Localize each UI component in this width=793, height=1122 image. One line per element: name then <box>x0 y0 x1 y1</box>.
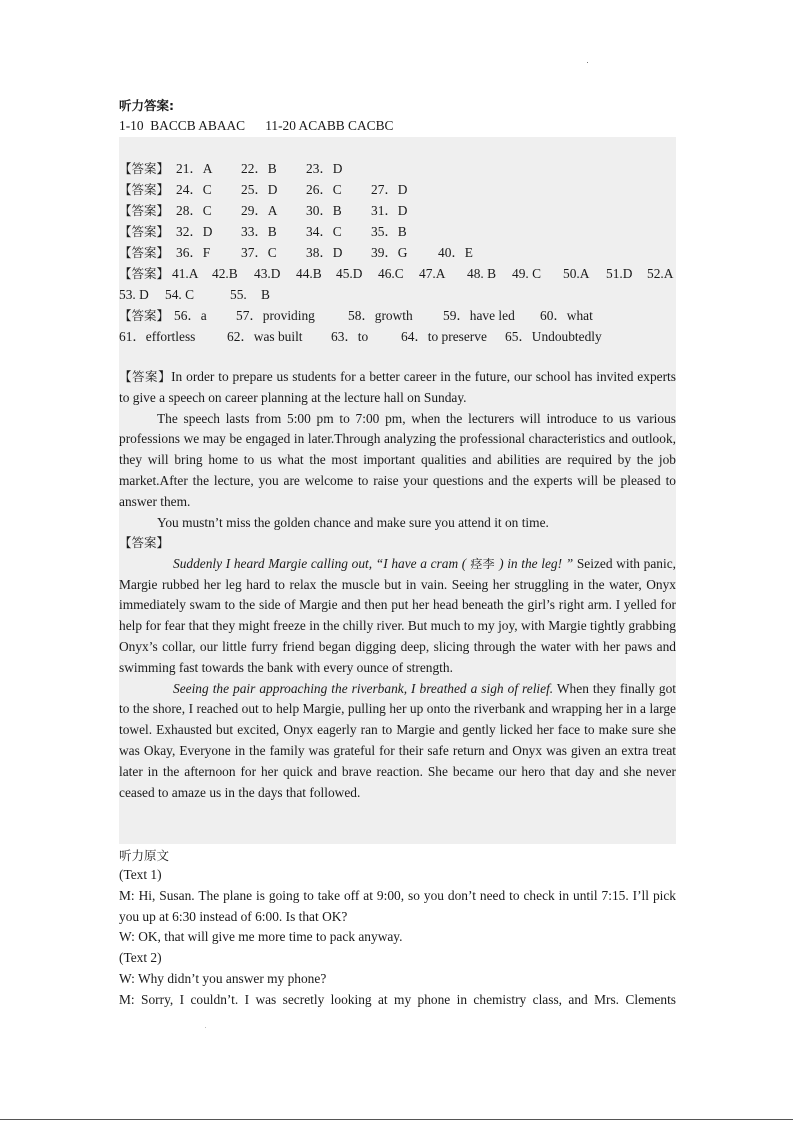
answer-item: 36．F <box>176 245 211 260</box>
transcript-title: 听力原文 <box>119 848 170 863</box>
answer-item: 60．what <box>540 308 593 323</box>
answer-item: 62．was built <box>227 329 303 344</box>
scan-speck <box>205 1027 206 1028</box>
answer-row-21-23 <box>119 160 676 178</box>
answer-item: 23．D <box>306 161 343 176</box>
essay-paragraph: You mustn’t miss the golden chance and make sure you attend it on time. <box>157 514 549 530</box>
answer-item: 37．C <box>241 245 277 260</box>
story-paragraph <box>119 679 676 804</box>
listening-answers-line: 1-10 BACCB ABAAC 11-20 ACABB CACBC <box>119 118 394 133</box>
transcript-label: (Text 2) <box>119 950 162 966</box>
answer-item: 57．providing <box>236 308 315 323</box>
answer-item: 35．B <box>371 224 407 239</box>
answer-item: 53. D <box>119 287 149 302</box>
answer-item: 49. C <box>512 266 542 281</box>
answer-tag: 【答案】 <box>119 203 170 218</box>
answer-item: 63．to <box>331 329 369 344</box>
answer-item: 52.A <box>647 266 674 281</box>
answer-row-53-55 <box>119 286 676 304</box>
answer-tag: 【答案】 <box>119 308 170 323</box>
transcript-label: (Text 1) <box>119 867 162 882</box>
story-text: When they finally got to the shore, I reached out to help Margie, pulling her up onto the riverbank and wrapping her in a large towel. Exhausted but excited, Onyx eagerly ran to Margie and gently licked her face to make sure she was Okay, Everyone in the family was grateful for their safe return and Onyx was given an extra treat later in the afternoon for her quick and brave reaction. She became our hero that day and she never ceased to amaze us in the days that followed. <box>119 680 676 800</box>
story-tag-line <box>119 533 676 554</box>
answer-row-32-35 <box>119 223 676 241</box>
answer-item: 25．D <box>241 182 278 197</box>
answer-item: 54. C <box>165 287 195 302</box>
answer-tag: 【答案】 <box>119 182 170 197</box>
answer-item: 41.A <box>172 266 199 281</box>
answer-item: 26．C <box>306 182 342 197</box>
story-answer <box>119 533 676 803</box>
story-italic-text: Suddenly I heard Margie calling out, “I have a cram ( <box>173 555 467 571</box>
transcript-line: W: Why didn’t you answer my phone? <box>119 970 327 986</box>
answer-row-28-31 <box>119 202 676 220</box>
page-bottom-rule <box>0 1119 793 1120</box>
answer-item: 58．growth <box>348 308 413 323</box>
answer-item: B <box>261 287 270 302</box>
answer-item: 51.D <box>606 266 633 281</box>
story-chinese-note: 痉李 <box>466 556 500 571</box>
answer-item: 33．B <box>241 224 277 239</box>
listening-answers-title: 听力答案: <box>119 98 174 113</box>
scan-speck <box>587 62 588 63</box>
answer-row-36-40 <box>119 244 676 262</box>
answer-item: 46.C <box>378 266 404 281</box>
answer-item: 30．B <box>306 203 342 218</box>
answer-item: 28．C <box>176 203 212 218</box>
answer-item: 22．B <box>241 161 277 176</box>
answer-row-24-27 <box>119 181 676 199</box>
answer-item: 45.D <box>336 266 363 281</box>
answer-item: 29．A <box>241 203 278 218</box>
answer-item: 38．D <box>306 245 343 260</box>
transcript-line: M: Sorry, I couldn’t. I was secretly looking at my phone in chemistry class, and Mrs. Clements <box>119 991 676 1007</box>
story-text: Seized with panic, Margie rubbed her leg hard to relax the muscle but in vain. Seeing her struggling in the water, Onyx immediately swam to the side of Margie and then put her head beneath the girl’s right arm. I yelled for help for fear that they might freeze in the chilly river. But much to my joy, with Margie tightly grabbing Onyx’s collar, our little furry friend began digging deep, slicing through the water with her paws and swimming fast towards the bank with every ounce of strength. <box>119 555 676 675</box>
answer-tag: 【答案】 <box>119 161 170 176</box>
answer-row-61-65 <box>119 328 676 346</box>
answer-item: 32．D <box>176 224 213 239</box>
answer-item: 21．A <box>176 161 213 176</box>
answer-tag: 【答案】 <box>119 266 170 281</box>
story-paragraph <box>119 554 676 679</box>
answer-row-56-60 <box>119 307 676 325</box>
essay-answer <box>119 367 676 533</box>
essay-paragraph <box>119 367 676 409</box>
answer-item: 65．Undoubtedly <box>505 329 602 344</box>
answer-tag: 【答案】 <box>119 369 172 384</box>
answer-tag: 【答案】 <box>119 245 170 260</box>
answer-item: 24．C <box>176 182 212 197</box>
transcript-line: W: OK, that will give me more time to pack anyway. <box>119 929 403 945</box>
answer-item: 44.B <box>296 266 322 281</box>
answer-item: 64．to preserve <box>401 329 487 344</box>
story-italic-text: ) in the leg! ” <box>499 555 574 571</box>
answer-item: 27．D <box>371 182 408 197</box>
answer-item: 56．a <box>174 308 207 323</box>
answer-item: 39．G <box>371 245 408 260</box>
transcript-body <box>119 865 676 1011</box>
answer-item: 42.B <box>212 266 238 281</box>
essay-text: In order to prepare us students for a better career in the future, our school has invited experts to give a speech on career planning at the lecture hall on Sunday. <box>119 369 676 405</box>
answer-item: 48. B <box>467 266 497 281</box>
answer-item: 34．C <box>306 224 342 239</box>
answer-item: 50.A <box>563 266 590 281</box>
answer-item: 61．effortless <box>119 329 196 344</box>
answer-tag: 【答案】 <box>119 224 170 239</box>
answer-item: 47.A <box>419 266 446 281</box>
answer-item: 43.D <box>254 266 281 281</box>
answer-tag: 【答案】 <box>119 535 170 550</box>
transcript-line: M: Hi, Susan. The plane is going to take off at 9:00, so you don’t need to check in until 7:15. I’ll pick you up at 6:30 instead of 6:00. Is that OK? <box>119 887 676 924</box>
answer-item: 40．E <box>438 245 473 260</box>
answer-item: 31．D <box>371 203 408 218</box>
answer-row-41-52 <box>119 265 676 283</box>
story-italic-text: Seeing the pair approaching the riverbank, I breathed a sigh of relief. <box>173 680 554 696</box>
answer-item: 59．have led <box>443 308 515 323</box>
essay-paragraph: The speech lasts from 5:00 pm to 7:00 pm, when the lecturers will introduce to us various professions we may be engaged in later.Through analyzing the professional characteristics and outlook, they will bring home to us what the most important qualities and abilities are required by the job market.After the lecture, you are welcome to raise your questions and the experts will be pleased to answer them. <box>119 410 676 509</box>
answer-item: 55. <box>230 287 247 302</box>
